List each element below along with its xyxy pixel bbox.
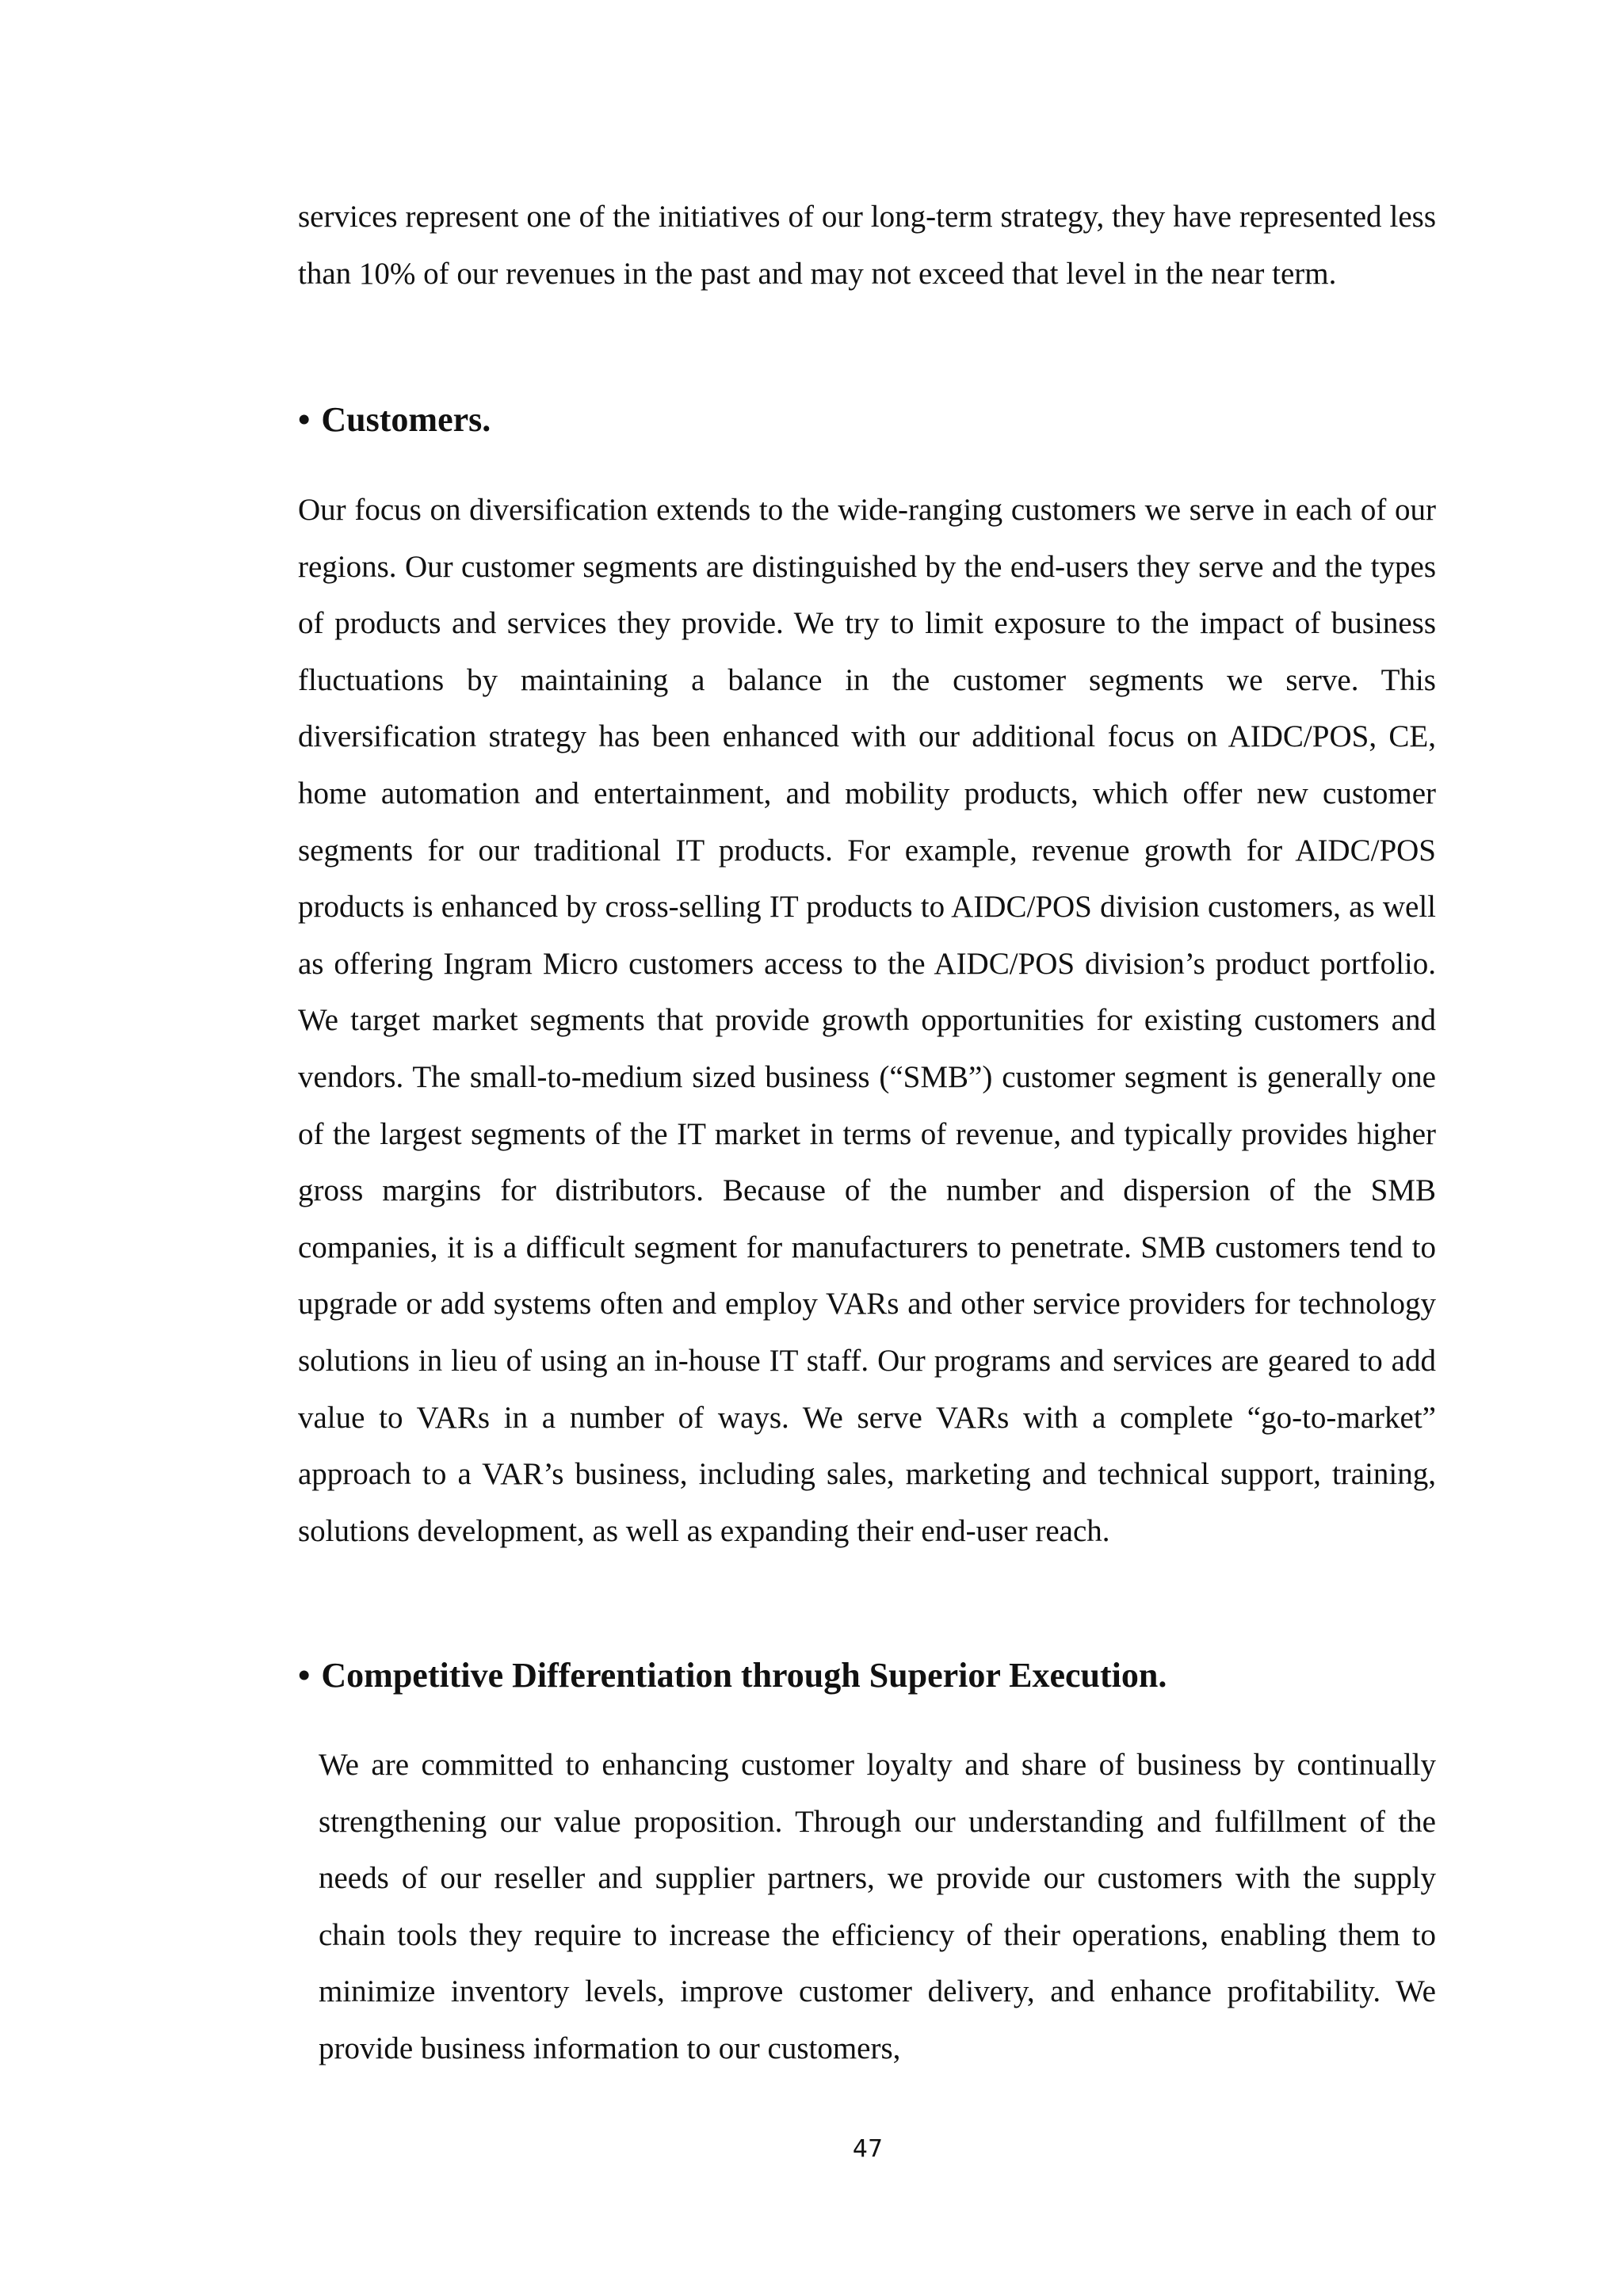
section-heading-competitive-differentiation (298, 1652, 1436, 1699)
section-heading-text: Customers. (321, 400, 491, 439)
intro-paragraph: services represent one of the initiatives of our long-term strategy, they have represented less than 10% of our revenues in the past and may not exceed that level in the near term. (298, 200, 1436, 291)
bullet-icon: • (298, 1656, 311, 1695)
section-heading-customers (298, 396, 1436, 444)
bullet-icon: • (298, 400, 311, 439)
customers-paragraph: Our focus on diversification extends to the wide-ranging customers we serve in each of our regions. Our customer segments are distinguished by the end-users they serve and the types of products and services they provide. We try to limit exposure to the impact of business fluctuations by maintaining a balance in the customer segments we serve. This diversification strategy has been enhanced with our additional focus on AIDC/POS, CE, home automation and entertainment, and mobility products, which offer new customer segments for our traditional IT products. For example, revenue growth for AIDC/POS products is enhanced by cross-selling IT products to AIDC/POS division customers, as well as offering Ingram Micro customers access to the AIDC/POS division’s product portfolio. We target market segments that provide growth opportunities for existing customers and vendors. The small-to-medium sized business (“SMB”) customer segment is generally one of the largest segments of the IT market in terms of revenue, and typically provides higher gross margins for distributors. Because of the number and dispersion of the SMB companies, it is a difficult segment for manufacturers to penetrate. SMB customers tend to upgrade or add systems often and employ VARs and other service providers for technology solutions in lieu of using an in-house IT staff. Our programs and services are geared to add value to VARs in a number of ways. We serve VARs with a complete “go-to-market” approach to a VAR’s business, including sales, marketing and technical support, training, solutions development, as well as expanding their end-user reach. (298, 493, 1436, 1548)
competitive-differentiation-paragraph: We are committed to enhancing customer loyalty and share of business by continually strengthening our value proposition. Through our understanding and fulfillment of the needs of our reseller and supplier partners, we provide our customers with the supply chain tools they require to increase the efficiency of their operations, enabling them to minimize inventory levels, improve customer delivery, and enhance profitability. We provide business information to our customers, (319, 1748, 1436, 2065)
page-number: 47 (852, 2135, 884, 2163)
section-heading-text: Competitive Differentiation through Superior Execution. (321, 1656, 1167, 1695)
